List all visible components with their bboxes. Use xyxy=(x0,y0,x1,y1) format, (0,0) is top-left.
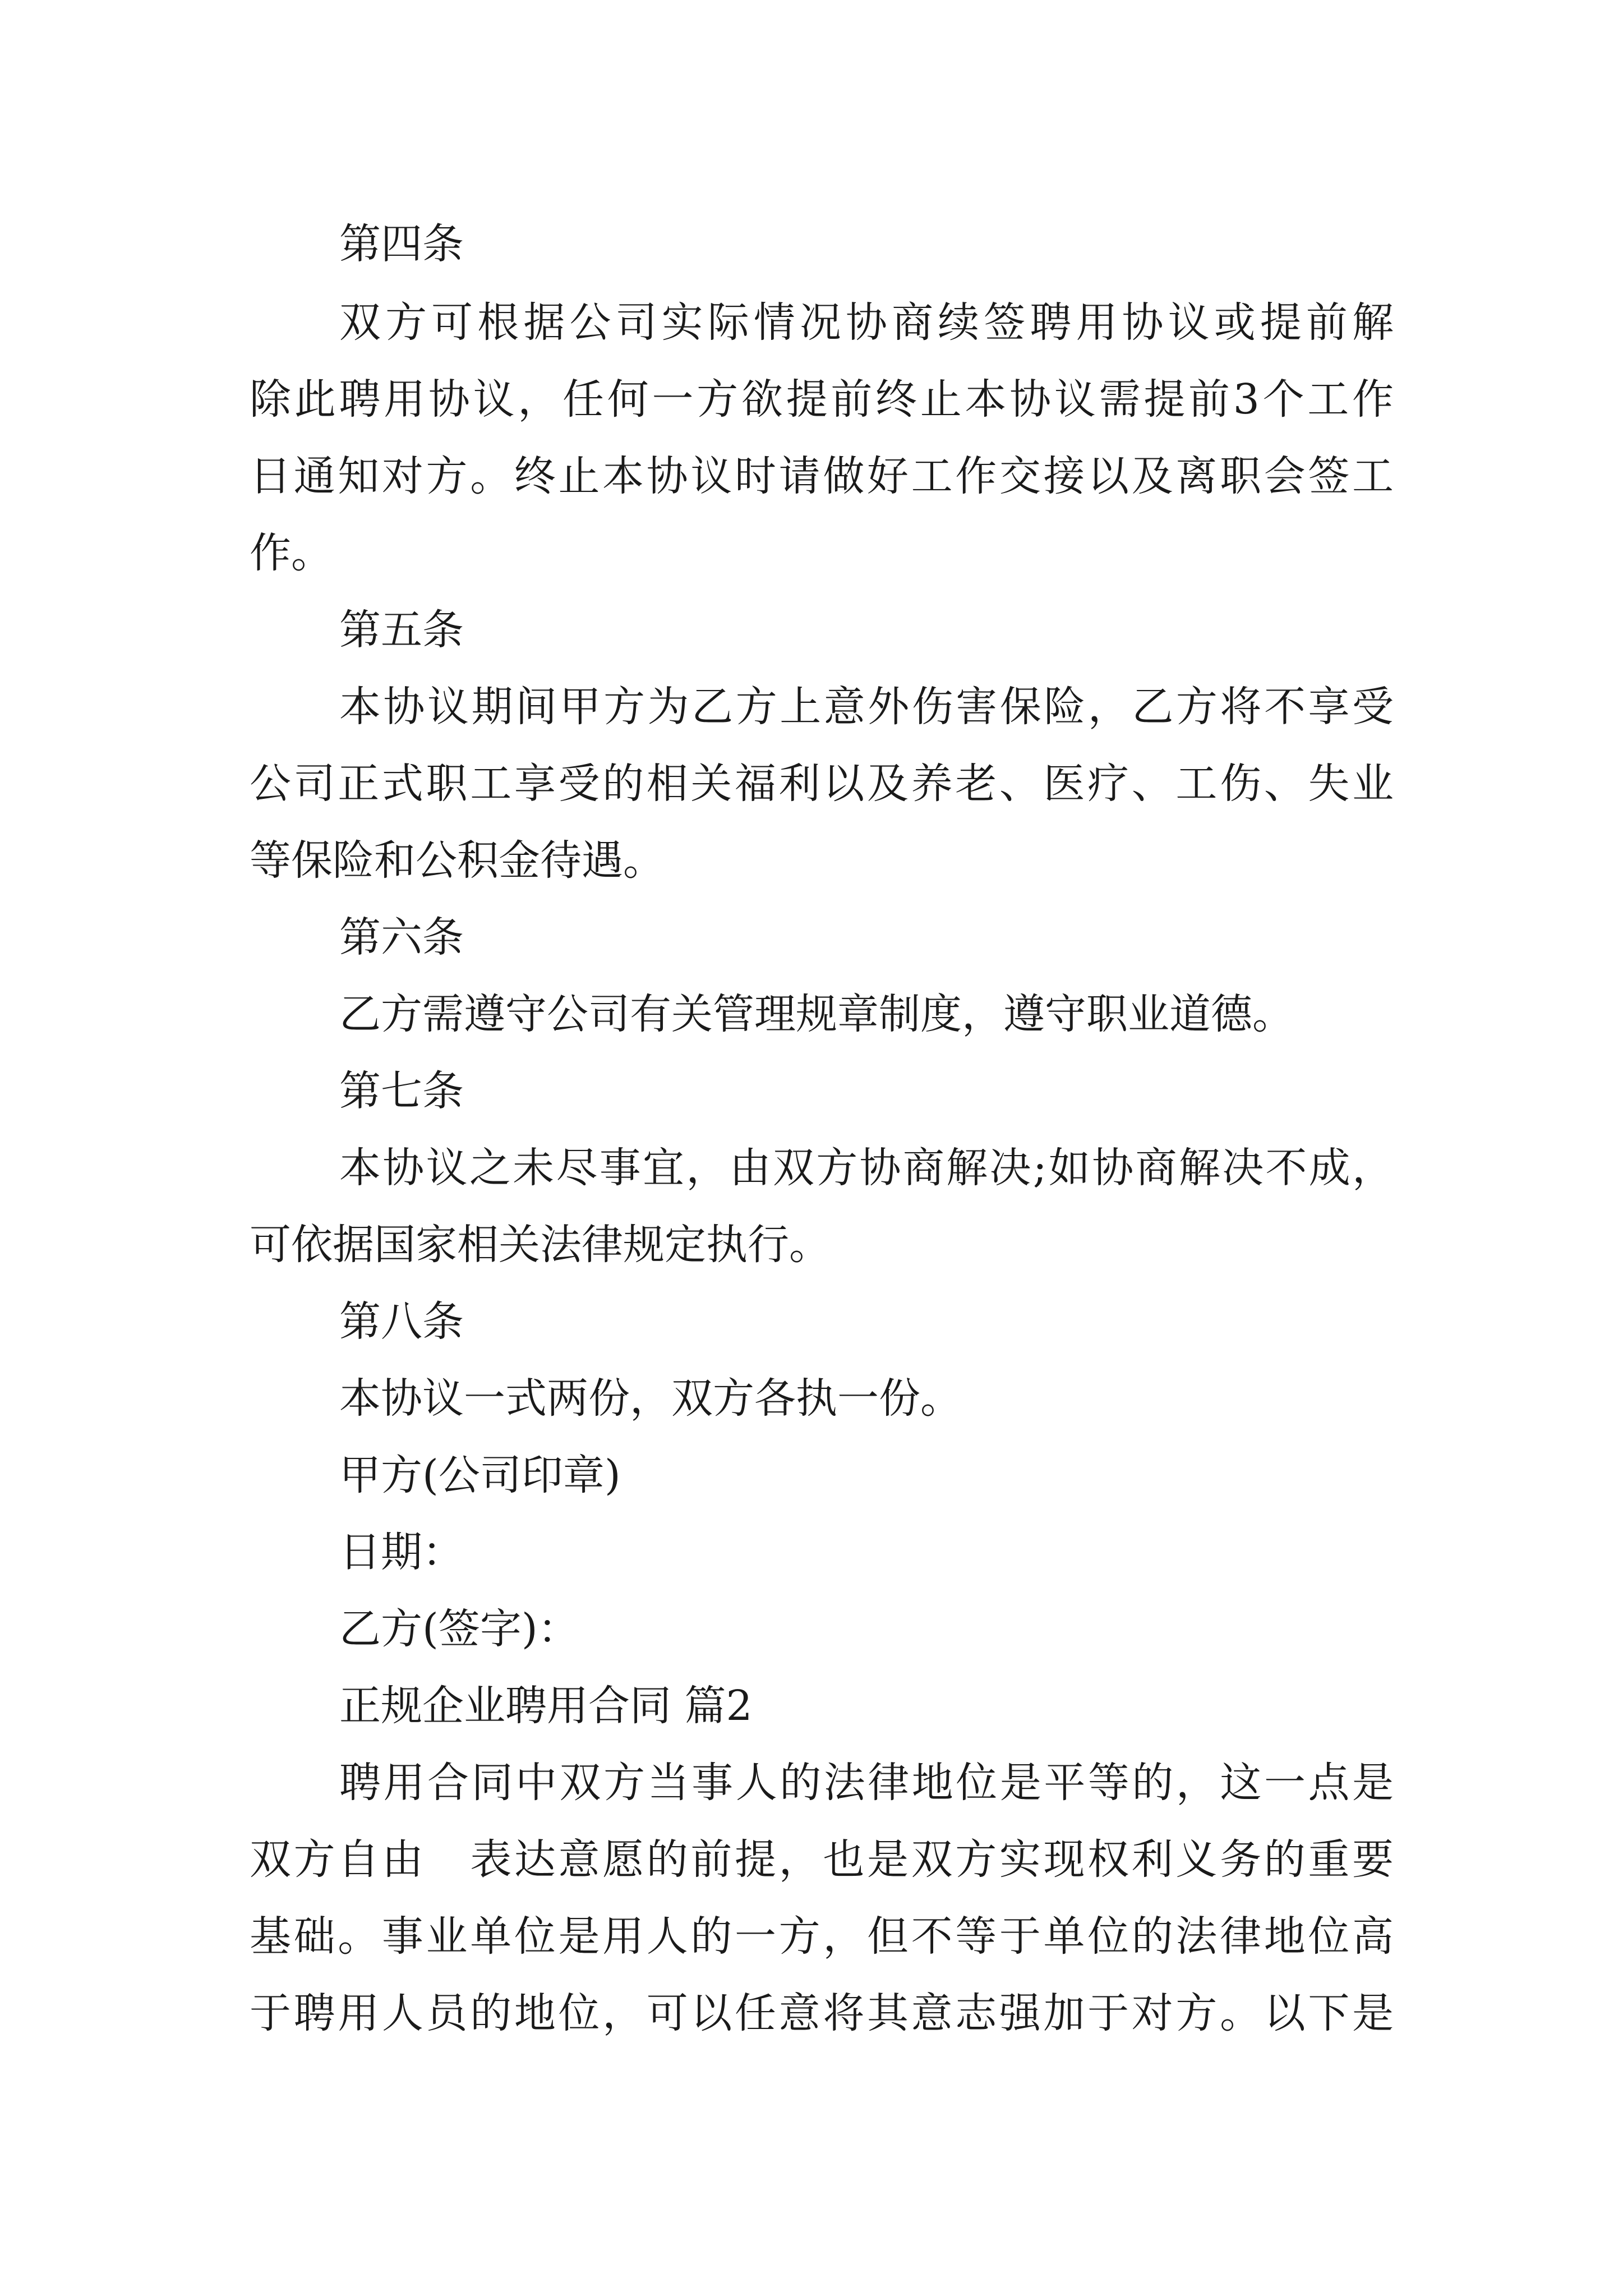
section-2-heading: 正规企业聘用合同 篇2 xyxy=(339,1682,753,1730)
article-5-heading: 第五条 xyxy=(339,606,464,654)
article-5-text-line-2: 公司正式职工享受的相关福利以及养老、医疗、工伤、失业 xyxy=(250,760,1394,808)
article-4-text-line-4: 作。 xyxy=(250,529,333,577)
date-line: 日期： xyxy=(339,1528,464,1576)
section-2-text-line-2: 双方自由 表达意愿的前提，也是双方实现权利义务的重要 xyxy=(250,1835,1394,1884)
section-2-text-line-1: 聘用合同中双方当事人的法律地位是平等的，这一点是 xyxy=(339,1759,1394,1807)
article-7-text-line-2: 可依据国家相关法律规定执行。 xyxy=(250,1221,831,1269)
article-4-text-line-3: 日通知对方。终止本协议时请做好工作交接以及离职会签工 xyxy=(250,452,1394,500)
article-5-text-line-3: 等保险和公积金待遇。 xyxy=(250,836,665,885)
article-6-text-line-1: 乙方需遵守公司有关管理规章制度，遵守职业道德。 xyxy=(339,990,1294,1038)
article-8-text-line-1: 本协议一式两份，双方各执一份。 xyxy=(339,1374,962,1423)
article-4-heading: 第四条 xyxy=(339,220,464,268)
article-5-text-line-1: 本协议期间甲方为乙方上意外伤害保险，乙方将不享受 xyxy=(339,683,1394,731)
article-4-text-line-1: 双方可根据公司实际情况协商续签聘用协议或提前解 xyxy=(339,298,1394,347)
article-8-heading: 第八条 xyxy=(339,1297,464,1346)
section-2-text-line-3: 基础。事业单位是用人的一方，但不等于单位的法律地位高 xyxy=(250,1912,1394,1961)
party-a-seal-line: 甲方(公司印章) xyxy=(339,1451,621,1499)
article-4-text-line-2: 除此聘用协议，任何一方欲提前终止本协议需提前3个工作 xyxy=(250,375,1394,424)
article-7-heading: 第七条 xyxy=(339,1067,464,1115)
party-b-signature-line: 乙方(签字)： xyxy=(339,1605,579,1653)
article-6-heading: 第六条 xyxy=(339,913,464,961)
section-2-text-line-4: 于聘用人员的地位，可以任意将其意志强加于对方。以下是 xyxy=(250,1989,1394,2037)
article-7-text-line-1: 本协议之未尽事宜，由双方协商解决;如协商解决不成， xyxy=(339,1144,1394,1192)
